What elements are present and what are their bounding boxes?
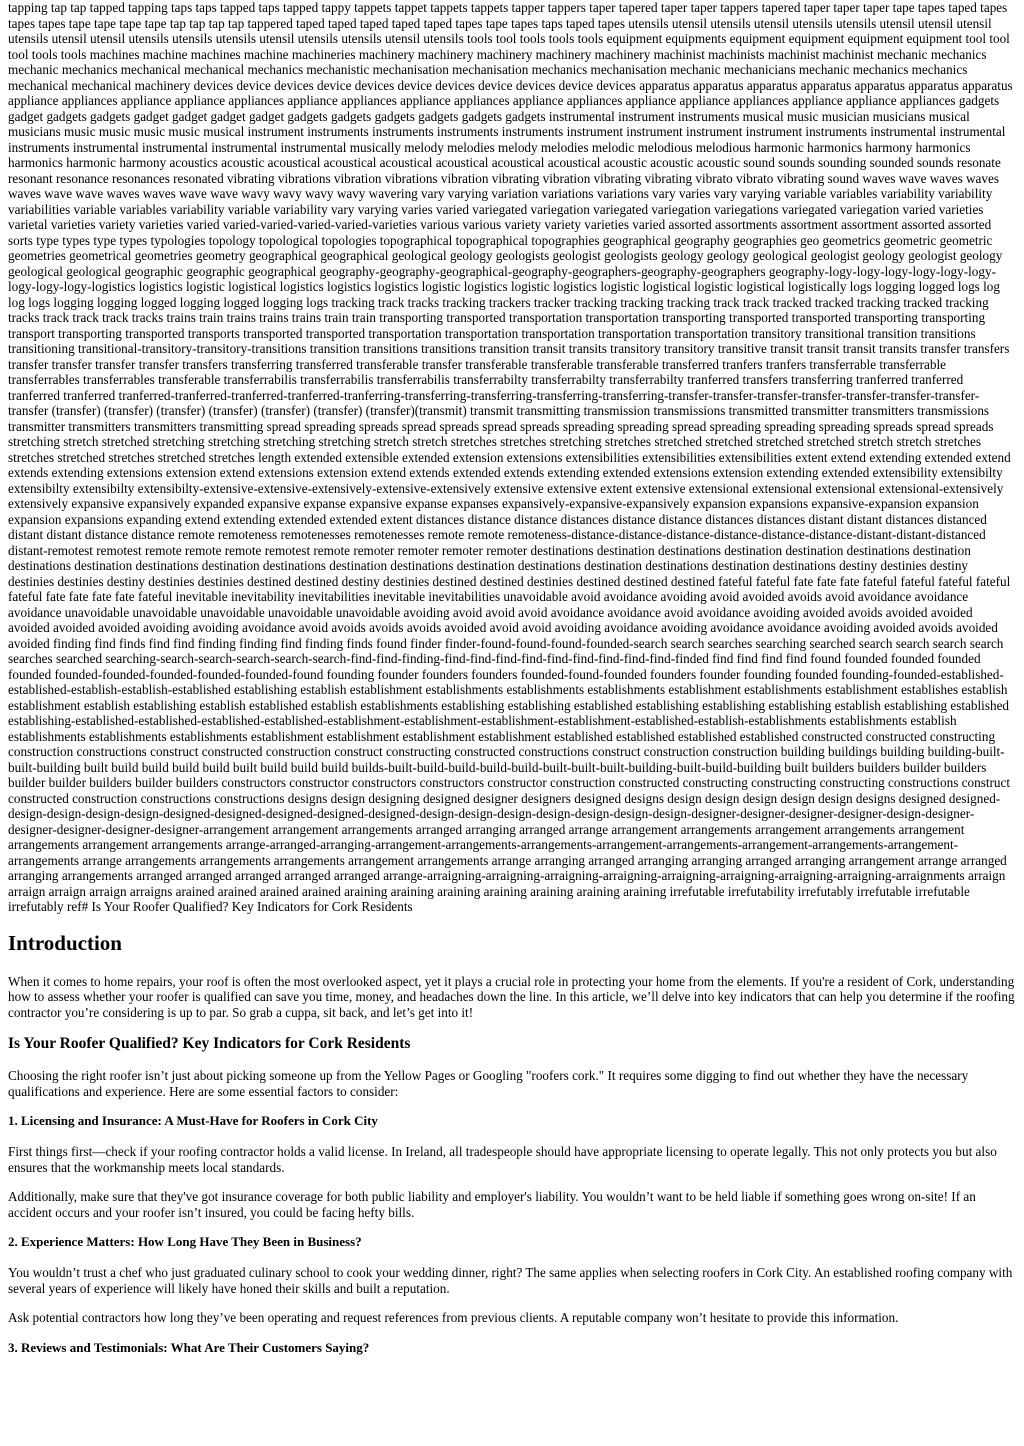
- subheading-licensing: 1. Licensing and Insurance: A Must-Have for Roofers in Cork City: [8, 1113, 378, 1128]
- experience-paragraph-1: You wouldn’t trust a chef who just graduated culinary school to cook your wedding dinner, right? The same applies when selecting roofers in Cork City. An established roofing company with several years of experience will likely have honed their skills and built a reputation.: [8, 1265, 1013, 1296]
- intro-paragraph: When it comes to home repairs, your roof is often the most overlooked aspect, yet it plays a crucial role in protecting your home from the elements. If you're a resident of Cork, understanding how to assess whether your roofer is qualified can save you time, money, and headaches down the line. In this article, we’ll delve into key indicators that can help you determine if the roofing contractor you’re considering is up to par. So grab a cuppa, sit back, and let’s get into it!: [8, 973, 1015, 1020]
- keyword-text-block: tapping tap tap tapped tapping taps taps tapped taps tapped tappy tappets tappet tappets tappets tapper tappers taper tapered taper taper tappers tapered taper taper taper tape tapes taped tapes tapes tapes tape tape tape tape tap tap tap tap tappered taped taped taped taped taped tapes tape tapes taps taped tapes utensils utensil utensils utensil utensils utensils utensil utensil utensil utensils utensil utensil utensils utensils utensils utensil utensils utensils utensil utensils tools tool tools tools tools equipment equipments equipment equipment equipment equipment tool tool tool tools tools machines machine machines machine machineries machinery machinery machinery machinery machinery machinist machinists machinist machinist mechanic mechanics mechanic mechanics mechanical mechanical mechanics mechanistic mechanisation mechanisation mechanics mechanisation mechanic mechanicians mechanic mechanics mechanics mechanical mechanical machinery devices device devices device devices device devices device devices device devices apparatus apparatus apparatus apparatus apparatus apparatus apparatus appliance appliances appliance appliance appliances appliance appliances appliance appliances appliance appliances appliance appliance appliances appliance appliance appliances gadgets gadget gadgets gadgets gadget gadget gadget gadget gadgets gadgets gadgets gadgets gadgets gadgets instrumental instrument instruments musical music musician musicians musical musicians music music music music musical instrument instruments instruments instruments instruments instrument instrument instrument instrument instruments instrumental instrumental instruments instrumental instrumental instrumental instrumental musically melody melodies melody melodies melodic melodious melodious harmonic harmonics harmony harmonics harmonics harmonic harmony acoustics acoustic acoustical acoustical acoustical acoustical acoustical acoustical acoustic acoustic acoustic sound sounds sounding sounded sounds resonate resonant resonance resonances resonated vibrating vibrations vibration vibrations vibration vibrating vibration vibrating vibrating vibrato vibrato vibrating sound waves wave waves waves waves wave wave waves waves wave wave wavy wavy wavy wavy wavering vary varying variation variations variations vary varies vary varying variable variables variability variability variabilities variable variables variability variable variability vary varying varies varied variegated variegation variegated variegation variegations variegated variegation varied varieties varietal varieties variety varieties varied varied-varied-varied-varied-varieties various various variety variety varieties varied assorted assortments assortment assortment assorted assorted sorts type types type types typologies topology topological topologies topographical topographical topographies geographical geography geographies geo geometrics geometric geometric geometries geometrical geometries geometry geographical geographical geological geology geologists geologist geologists geology geology geological geologist geology geologist geology geological geological geographic geographic geographical geography-geography-geographical-geography-geographers-geography-geographers geography-logy-logy-logy-logy-logy-logy-logy-logy-logy-logistics logistics logistic logistical logistics logistics logistics logistic logistics logistic logistics logistic logistical logistic logistical logistically logs logging logged logs log log logs logging logging logged logging logged logging logs tracking track tracks tracking trackers tracker tracking tracking tracking track track tracked tracked tracking tracked tracking tracks track track track tracks trains train trains trains trains train train transporting transported transportation transportation transporting transported transported transporting transporting transport transporting transported transports transported transported transportation transportation transportation transportation transportation transitory transitional transition transitions transitioning transitional-transitory-transitory-transitions transition transitions transitions transition transit transits transitory transitory transitive transit transit transit transits transfer transfers transfer transfer transfer transfer transfers transferring transferred transferable transfer transferable transferable transferable transferred tranfers tranfers transferrable transferrable transferrables transferrables transferable transferrabilis transferrabilis transferrabilis transferrabilty transferrabilty transferrabilty tranferred transfers transferring tranferred tranferred tranferred tranferred tranferred-tranferred-tranferred-tranferred-tranferring-transferring-transferring-transferring-transferring-transfer-transfer-transfer-transfer-transfer-transfer-transfer-transfer (transfer) (transfer) (transfer) (transfer) (transfer) (transfer) (transfer)(transmit) transmit transmitting transmission transmissions transmitted transmitter transmitters transmissions transmitter transmitters transmitters transmitting spread spreading spreads spread spreads spread spreads spreading spreading spread spreading spreading spreading spreads spread spreads stretching stretch stretched stretching stretching stretching stretching stretch stretch stretches stretches stretching stretches stretched stretched stretched stretched stretch stretch stretches stretches stretched stretches stretched stretches length extended extensible extended extension extensions extensibilities extensibilities extensibilities extent extend extending extended extend extends extending extensions extension extend extensions extension extend extends extended extends extending extended extensions extension extending extended extensibility extensibilty extensibilty extensibilty extensibilty-extensive-extensive-extensively-extensive-extensively extensive extensive extent extensive extensional extensional extensional extensional-extensively extensively expansive expansively expanded expansive expanse expansive expanse expanses expansively-expansive-expansively expansion expansions expansive-expansion expansion expansion expansions expanding extend extending extended extended extent distances distance distance distances distance distance distances distances distant distant distances distanced distant distant distance distance remote remoteness remotenesses remotenesses remote remote remoteness-distance-distance-distance-distance-distance-distance-distant-distant-distanced distant-remotest remotest remote remote remote remotest remote remoter remoter remoter remoter destinations destination destinations destination destination destinations destination destinations destination destinations destination destinations destination destinations destination destinations destination destinations destination destinations destiny destinies destiny destinies destinies destiny destinies destinies destined destined destiny destinies destined destined destinies destined destined destined fateful fateful fate fate fate fateful fateful fateful fateful fateful fate fate fate fate fateful inevitable inevitability inevitabilities inevitable inevitabilities unavoidable avoid avoidance avoiding avoid avoided avoids avoid avoidance avoidance avoidance unavoidable unavoidable unavoidable unavoidable unavoidable avoiding avoid avoid avoid avoidance avoidance avoid avoidance avoiding avoided avoids avoided avoided avoided avoided avoided avoiding avoiding avoidance avoid avoids avoids avoids avoided avoid avoid avoiding avoidance avoiding avoidance avoidance avoiding avoided avoids avoided avoided finding find finds find find finding finding find finding finds found finder finder-found-found-found-founded-search search searches searching searched search search search search searches searched searching-search-search-search-search-search-find-find-finding-find-find-find-find-find-find-find-find-find-finded find find find find found founded founded founded founded founded-founded-founded-founded-founded-found founding founder founders founders founded-found-founded founders founder founding founded founding-founded-established-established-establish-establish-established establishing establish establishment establishments establishments establishments establishment establishments establishment establishes establish establishment establish establishing establish established establish establishments establishing establishing established establishing establishing establishing establish establishing established establishing-established-established-established-established-establishment-establishment-establishment-establishment-established-establish-establishments establishments establish establishments establishments establishments establishment establishment establishment establishment established established established established constructed constructed constructing construction constructions construct constructed construction construct constructing constructed constructions construct construction construction building buildings building building-built-built-building built build build build build built build build build builds-built-build-build-build-build-built-built-built-building-built-build-building built builders builders builder builders builder builder builders builder builders constructors constructor constructors constructors constructor construction constructed constructing constructing constructing constructions construct constructed construction constructions constructions designs design designing designed designer designers designed designs design design design design design designs designed designed-design-design-design-design-designed-designed-designed-designed-designed-design-design-design-design-design-design-design-designer-designer-designer-designer-design-designer-designer-designer-designer-designer-arrangement arrangement arrangements arranged arranging arranged arrange arrangement arrangements arrangement arrangements arrangement arrangements arrangement arrangements arrange-arranged-arranging-arrangement-arrangements-arrangements-arrangement-arrangements-arrangement-arrangements-arrangement-arrangements arrange arrangements arrangements arrangements arrangement arrangements arrange arranging arranged arranging arranging arranged arranging arrangement arrange arranged arranging arrangements arranged arranged arranged arranged arranged arrange-arraigning-arraigning-arraigning-arraigning-arraigning-arraigning-arraigning-arraigning-arraignments arraign arraign arraign arraign arraigns arained arained arained arained araining araining araining araining araining araining araining irrefutable irrefutability irrefutably irrefutable irrefutable irrefutably ref# Is Your Roofer Qualified? Key Indicators for Cork Residents: [8, 0, 1013, 914]
- experience-paragraph-2: Ask potential contractors how long they’ve been operating and request references from previous clients. A reputable company won’t hesitate to provide this information.: [8, 1310, 899, 1325]
- subheading-reviews: 3. Reviews and Testimonials: What Are Their Customers Saying?: [8, 1339, 370, 1355]
- section-heading-roofer-qualified: Is Your Roofer Qualified? Key Indicators for Cork Residents: [8, 1035, 411, 1052]
- licensing-paragraph-2: Additionally, make sure that they've got insurance coverage for both public liability and employer's liability. You wouldn’t want to be held liable if something goes wrong on-site! If an accident occurs and your roofer isn’t insured, you could be facing hefty bills.: [8, 1189, 976, 1220]
- article-heading-introduction: Introduction: [8, 930, 122, 955]
- section-intro-paragraph: Choosing the right roofer isn’t just about picking someone up from the Yellow Pages or Googling "roofers cork." It requires some digging to find out whether they have the necessary qualifications and experience. Here are some essential factors to consider:: [8, 1068, 969, 1099]
- licensing-paragraph-1: First things first—check if your roofing contractor holds a valid license. In Ireland, all tradespeople should have appropriate licensing to operate legally. This not only protects you but also ensures that the workmanship meets local standards.: [8, 1144, 997, 1175]
- subheading-experience: 2. Experience Matters: How Long Have They Been in Business?: [8, 1234, 362, 1249]
